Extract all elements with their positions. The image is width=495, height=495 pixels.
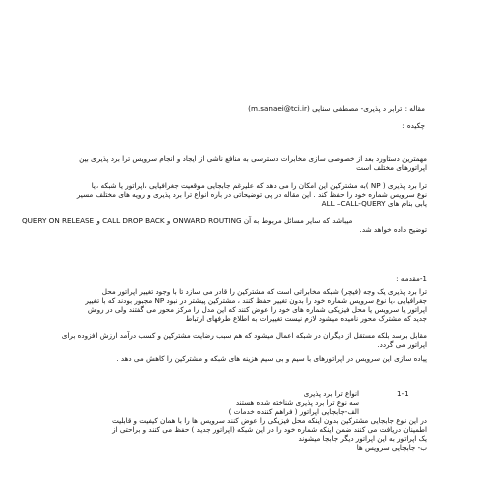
section-heading: انواع ترا برد پذیری — [303, 389, 359, 398]
section-line: الف-جابجایی اپراتور ( فراهم کننده خدمات ) — [228, 407, 359, 416]
section-line: سه نوع ترا برد پذیری شناخته شده هستند — [235, 398, 359, 407]
abstract-line: QUERY ON RELEASE و CALL DROP BACK و ONWARD ROUTING میباشد که سایر مسائل مربوط به آن — [22, 216, 353, 225]
abstract-line: توضیح داده خواهد شد. — [359, 225, 427, 234]
abstract-line: نوع سرویس شماره خود را حفظ کند . این مقاله در پی توضیحاتی در باره انواع ترا برد پذیری و رویه های مختلف مسیر — [76, 190, 427, 199]
section-line: یک اپراتور به این اپراتور دیگر جابجا میشوند — [298, 434, 427, 443]
section-line: اطمینان دریافت می کنند ضمن اینکه شماره خود را در این شبکه (اپراتور جدید ) حفظ می کنند و براحتی از — [112, 425, 427, 434]
section-line: ب- جابجایی سرویس ها — [356, 443, 427, 452]
intro-line: پیاده سازی این سرویس در اپراتورهای با سیم و بی سیم هزینه های شبکه و مشترکین را کاهش می دهد . — [116, 354, 427, 363]
abstract-line: ترا برد پذیری ( NP )به مشترکین این امکان را می دهد که علیرغم جابجایی موقعیت جغرافیایی ،اپراتور یا شبکه ،یا — [91, 181, 427, 190]
intro-line: اپراتور می گردد. — [377, 340, 427, 349]
intro-heading: 1-مقدمه : — [396, 274, 427, 283]
section-line: در این نوع جابجایی مشترکین بدون اینکه محل فیزیکی را عوض کنند سرویس ها را با همان کیفیت و قابلیت — [112, 416, 427, 425]
intro-line: جدید که مشترک محور نامیده میشود لازم نیست تغییرات به اطلاع طرفهای ارتباط — [185, 314, 427, 323]
section-number: 1-1 — [397, 389, 409, 398]
abstract-heading: چکیده : — [402, 121, 425, 130]
abstract-line: مهمترین دستاورد بعد از خصوصی سازی مخابرات دسترسی به منافع ناشی از ایجاد و انجام سرویس ترا برد پذیری بین — [79, 154, 427, 163]
abstract-line: اپراتورهای مختلف است — [356, 163, 427, 172]
intro-line: اپراتور یا سرویس یا محل فیزیکی شماره های خود را عوض کنند که این مدل را مرکز محور می گفتند ولی در روش — [87, 305, 427, 314]
abstract-line: یابی بنام های ALL –CALL-QUERY — [321, 199, 427, 208]
intro-line: مقابل برسد بلکه مستقل از دیگران در شبکه اعمال میشود که هم سبب رضایت مشترکین و کسب درآمد ارزش افزوده برای — [61, 331, 427, 340]
intro-line: ترا برد پذیری یک وجه (فیچر) شبکه مخابراتی است که مشترکین را قادر می سازد تا با وجود تغییر اپراتور محل — [101, 287, 427, 296]
title-line: مقاله : ترابر د پذیری- مصطفی سنایی (m.sanaei@tci.ir) — [248, 104, 425, 113]
intro-line: جغرافیایی ،یا نوع سرویس شماره خود را بدون تغییر حفظ کنند ، مشترکین پیشتر در نبود NP مجبور بودند که با تغییر — [85, 296, 427, 305]
